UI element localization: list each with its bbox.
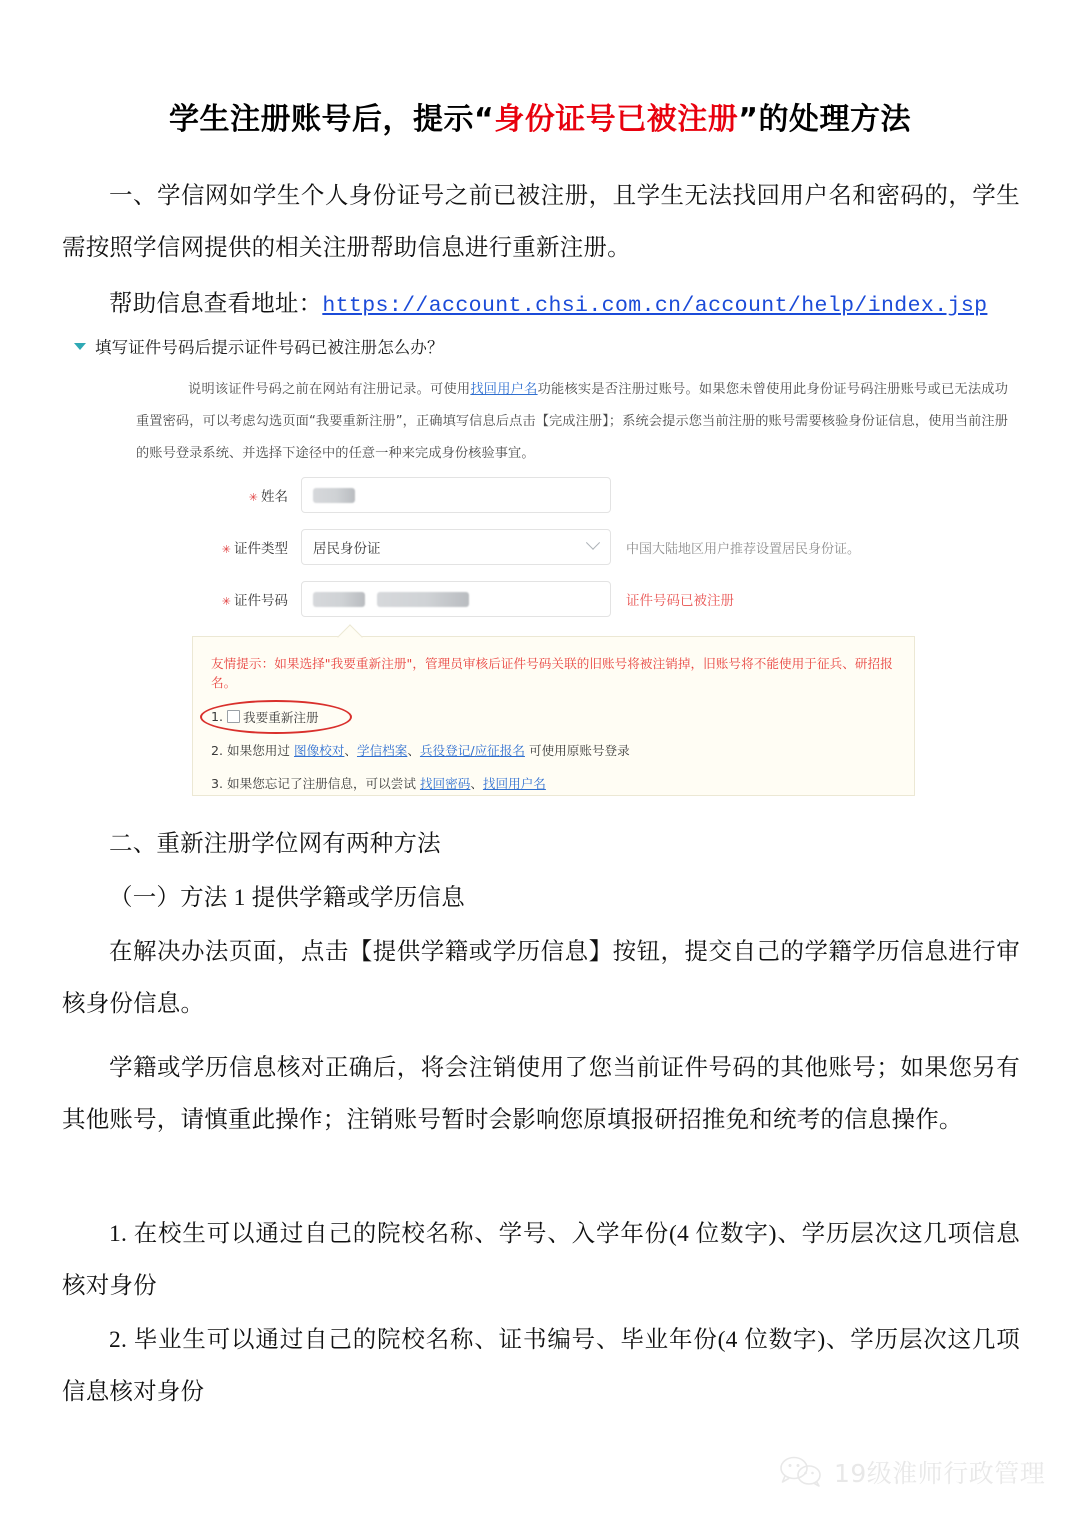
tip-sep-2: 、 <box>407 743 420 758</box>
idtype-label-wrap <box>192 537 301 557</box>
form-row-idnumber <box>192 581 992 617</box>
chevron-down-icon <box>74 343 86 350</box>
paragraph-help-address <box>62 278 1020 332</box>
redacted-idnum-part1 <box>313 592 365 607</box>
faq-header-label: 填写证件号码后提示证件号码已被注册怎么办？ <box>95 338 444 357</box>
tip-option-3 <box>211 773 896 792</box>
military-registration-link[interactable]: 兵役登记/应征报名 <box>419 743 525 758</box>
tip-callout-box <box>192 636 915 796</box>
tip-option-2-prefix: 2. 如果您用过 <box>211 743 290 758</box>
name-input[interactable] <box>301 477 611 513</box>
help-label: 帮助信息查看地址： <box>109 291 323 317</box>
tip-option-1-label: 我要重新注册 <box>243 710 319 725</box>
title-text-after: ”的处理方法 <box>738 102 911 137</box>
faq-description-part2: 功能核实是否注册过账号。如果您未曾使用此身份证号码注册账号或已无法成功重置密码，可以考虑勾选页面“我要重新注册”，正确填写信息后点击【完成注册】；系统会提示您当前注册的账号需要核验身份证信息，使用当前注册的账号登录系统、并选择下途径中的任意一种来完成身份核验事宜。 <box>136 382 1009 461</box>
wechat-icon <box>778 1455 824 1489</box>
footer-wechat-badge <box>778 1454 1045 1490</box>
required-asterisk-icon: ✳ <box>221 542 231 556</box>
chsi-archive-link[interactable]: 学信档案 <box>356 743 408 758</box>
reregister-checkbox[interactable] <box>227 710 240 723</box>
tip-option-3-prefix: 3. 如果您忘记了注册信息，可以尝试 <box>211 776 416 791</box>
paragraph-method-1-body: 在解决办法页面，点击【提供学籍或学历信息】按钮，提交自己的学籍学历信息进行审核身份信息。 <box>62 939 1020 1017</box>
form-row-name <box>192 477 992 513</box>
title-text-highlight: 身份证号已被注册 <box>494 102 739 137</box>
registration-form <box>192 477 992 633</box>
required-asterisk-icon: ✳ <box>221 594 231 608</box>
paragraph-intro: 一、学信网如学生个人身份证号之前已被注册，且学生无法找回用户名和密码的，学生需按照学信网提供的相关注册帮助信息进行重新注册。 <box>62 183 1020 261</box>
tip-option-2-suffix: 可使用原账号登录 <box>528 743 630 758</box>
required-asterisk-icon: ✳ <box>248 490 258 504</box>
faq-accordion-header[interactable] <box>74 334 444 358</box>
idtype-label: 证件类型 <box>234 541 288 557</box>
idtype-selected-value: 居民身份证 <box>313 541 381 557</box>
page-title <box>60 100 1020 141</box>
retrieve-username-link-2[interactable]: 找回用户名 <box>482 776 546 791</box>
title-text-before: 学生注册账号后，提示“ <box>169 102 495 137</box>
tip-option-1[interactable] <box>211 707 896 726</box>
embedded-screenshot <box>74 332 1020 802</box>
name-label: 姓名 <box>261 489 288 505</box>
paragraph-section-2: 二、重新注册学位网有两种方法 <box>109 831 441 857</box>
faq-description <box>136 374 1008 470</box>
paragraph-item-2: 2. 毕业生可以通过自己的院校名称、证书编号、毕业年份(4 位数字)、学历层次这几项信息核对身份 <box>62 1327 1020 1405</box>
form-row-idtype <box>192 529 992 565</box>
tip-option-2 <box>211 740 896 759</box>
tip-option-1-prefix: 1. <box>211 709 224 724</box>
idtype-select[interactable] <box>301 529 611 565</box>
idtype-hint: 中国大陆地区用户推荐设置居民身份证。 <box>626 541 861 557</box>
faq-description-part1: 说明该证件号码之前在网站有注册记录。可使用 <box>188 382 471 397</box>
idnum-label: 证件号码 <box>234 593 288 609</box>
paragraph-warning: 学籍或学历信息核对正确后，将会注销使用了您当前证件号码的其他账号；如果您另有其他账号，请慎重此操作；注销账号暂时会影响您原填报研招推免和统考的信息操作。 <box>62 1055 1020 1133</box>
idnum-input[interactable] <box>301 581 611 617</box>
footer-account-name: 19级淮师行政管理 <box>834 1459 1046 1488</box>
tip-warning-text: 友情提示：如果选择"我要重新注册"，管理员审核后证件号码关联的旧账号将被注销掉，旧账号将不能使用于征兵、研招报名。 <box>211 656 893 690</box>
paragraph-method-1-title: （一）方法 1 提供学籍或学历信息 <box>109 885 465 911</box>
redacted-name-value <box>313 488 355 503</box>
retrieve-username-link[interactable]: 找回用户名 <box>470 382 538 397</box>
idnum-error-message: 证件号码已被注册 <box>626 593 734 609</box>
retrieve-password-link[interactable]: 找回密码 <box>419 776 471 791</box>
redacted-idnum-part2 <box>377 592 469 607</box>
image-proofread-link[interactable]: 图像校对 <box>294 743 345 758</box>
paragraph-item-1: 1. 在校生可以通过自己的院校名称、学号、入学年份(4 位数字)、学历层次这几项信息核对身份 <box>62 1221 1020 1299</box>
tip-sep-1: 、 <box>344 743 357 758</box>
help-url-link[interactable]: https://account.chsi.com.cn/account/help/index.jsp <box>322 294 988 318</box>
idnum-label-wrap <box>192 589 301 609</box>
tip-sep-3: 、 <box>470 776 483 791</box>
chevron-down-icon <box>586 536 600 550</box>
name-label-wrap <box>192 485 301 505</box>
